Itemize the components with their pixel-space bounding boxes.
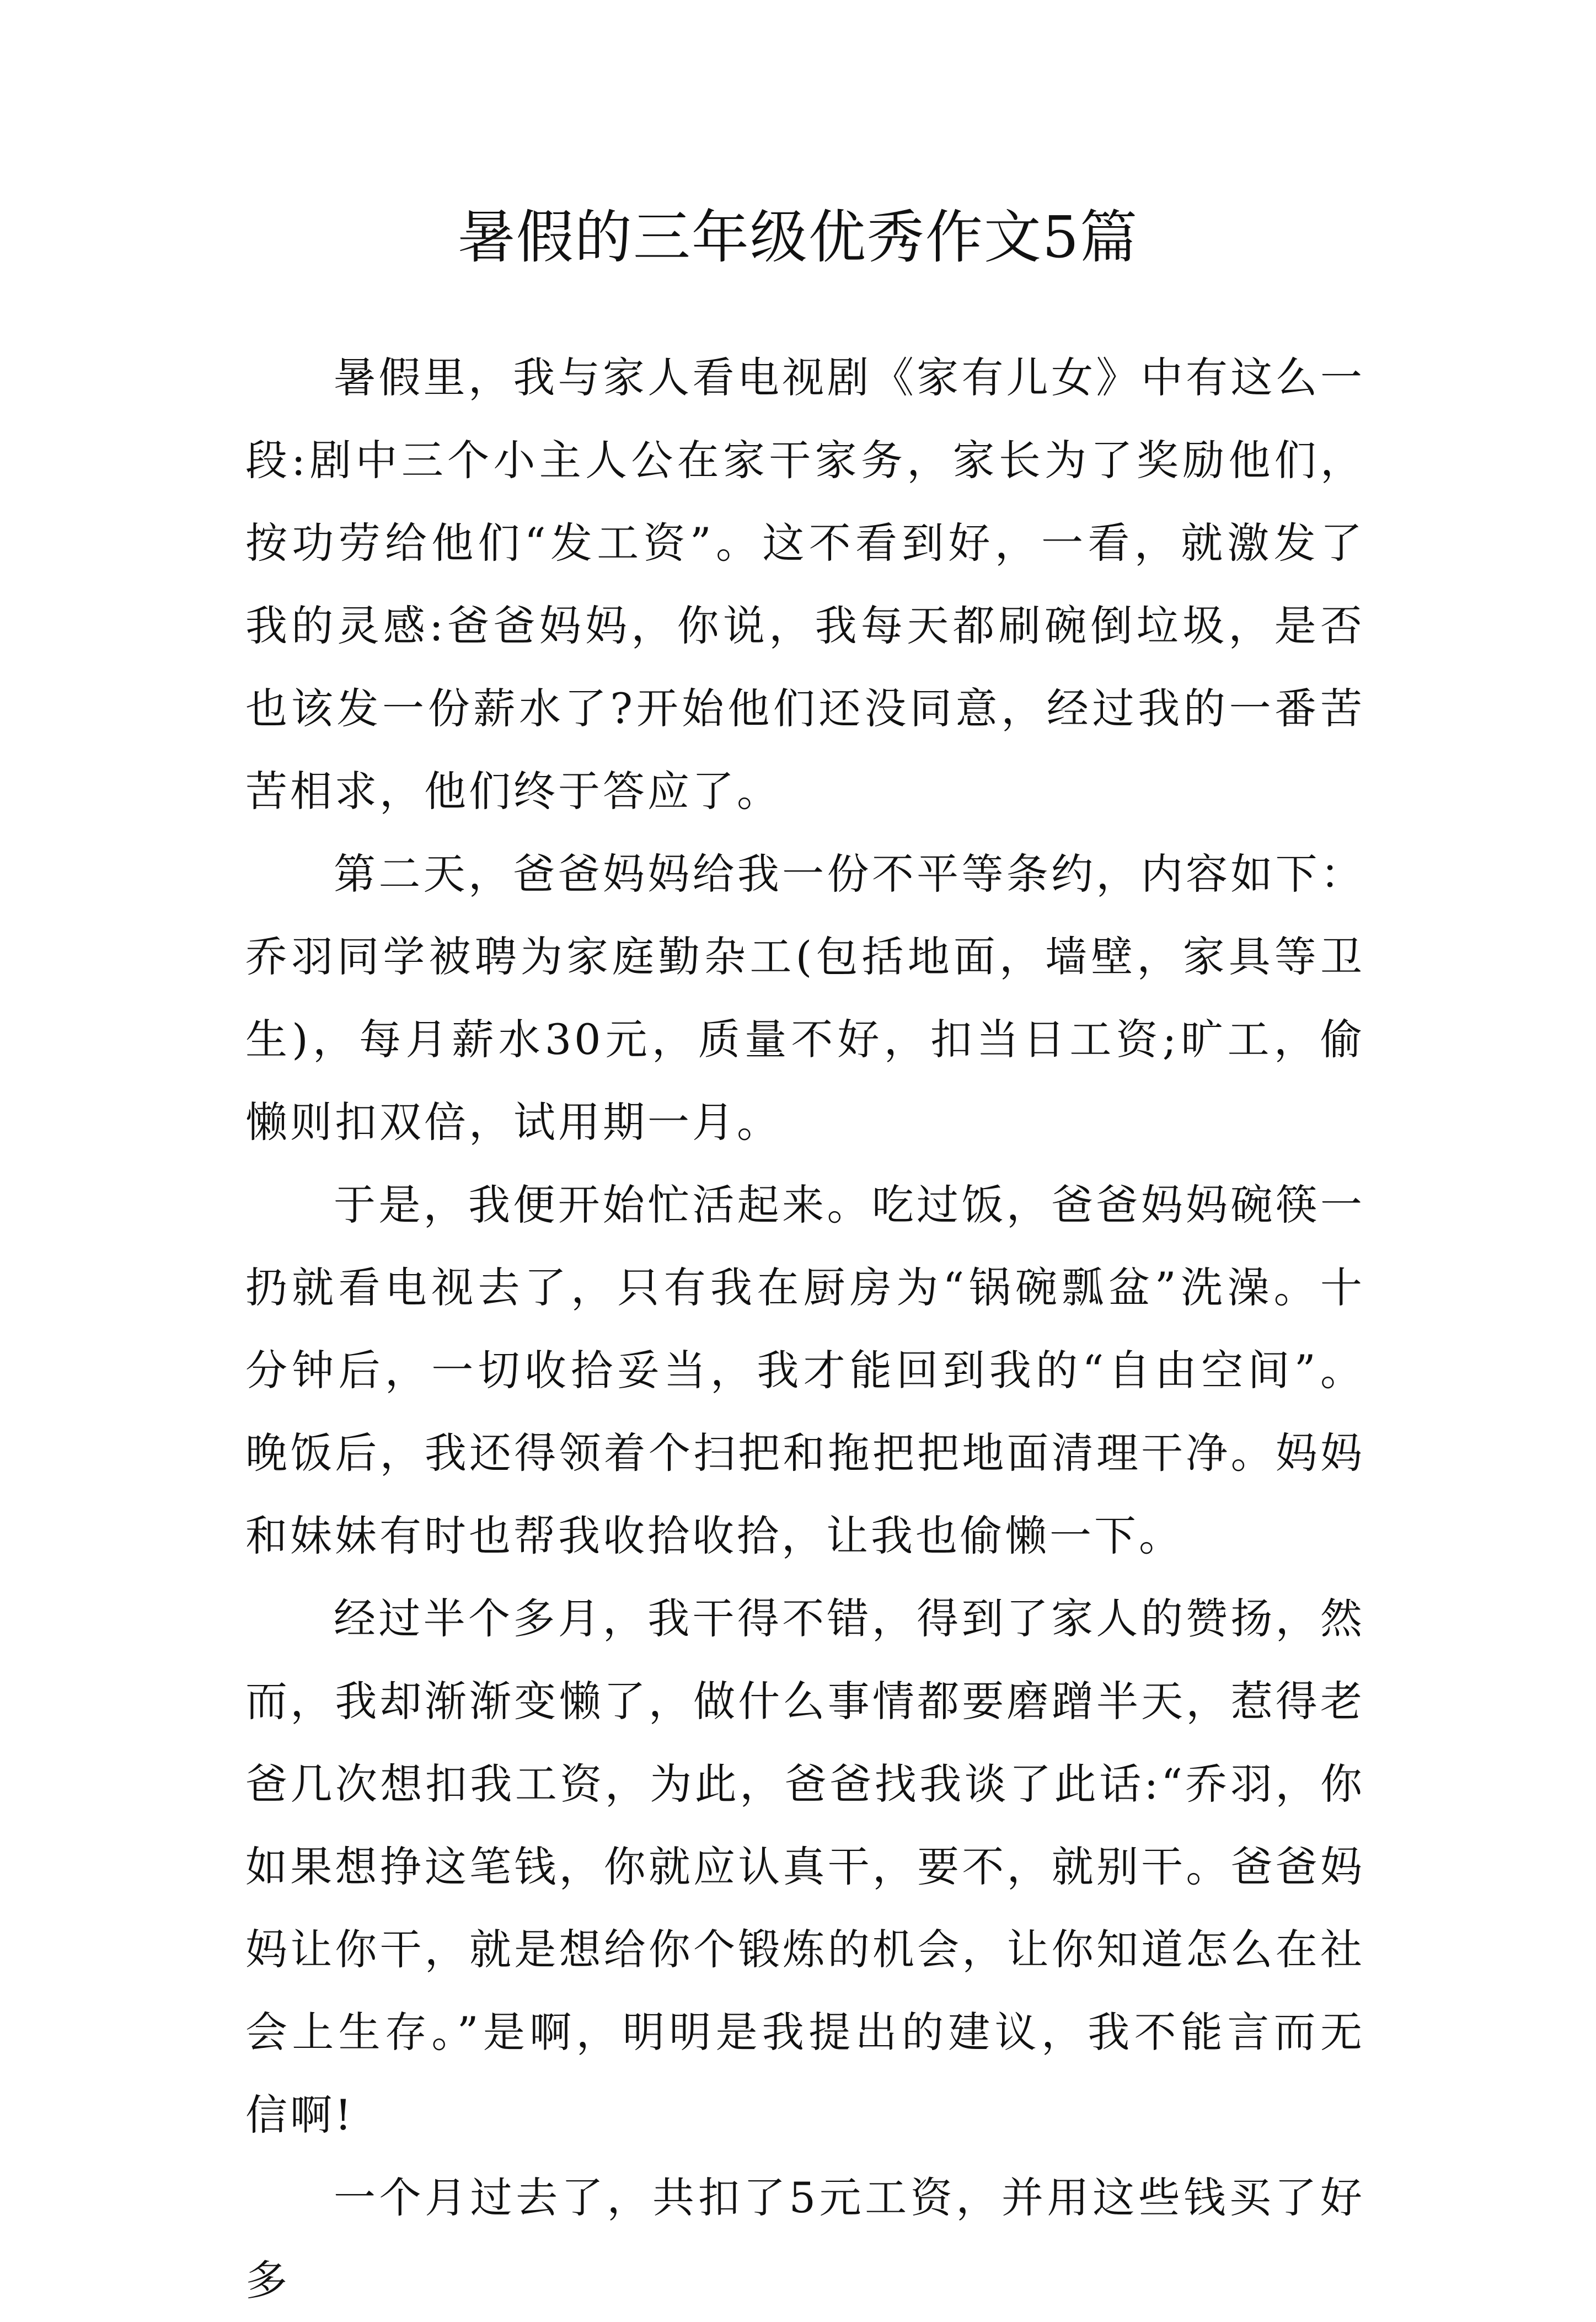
document-body bbox=[245, 336, 1365, 2322]
paragraph-5: 一个月过去了，共扣了5元工资，并用这些钱买了好多 bbox=[245, 2173, 1365, 2305]
document-title: 暑假的三年级优秀作文5篇 bbox=[457, 204, 1139, 271]
paragraph-4: 经过半个多月，我干得不错，得到了家人的赞扬，然而，我却渐渐变懒了，做什么事情都要磨蹭半天，惹得老爸几次想扣我工资，为此，爸爸找我谈了此话:“乔羽，你如果想挣这笔钱，你就应认真干，要不，就别干。爸爸妈妈让你干，就是想给你个锻炼的机会，让你知道怎么在社会上生存。”是啊，明明是我提出的建议，我不能言而无信啊! bbox=[245, 1594, 1365, 2139]
paragraph-1: 暑假里，我与家人看电视剧《家有儿女》中有这么一段:剧中三个小主人公在家干家务，家长为了奖励他们，按功劳给他们“发工资”。这不看到好，一看，就激发了我的灵感:爸爸妈妈，你说，我每天都刷碗倒垃圾，是否也该发一份薪水了?开始他们还没同意，经过我的一番苦苦相求，他们终于答应了。 bbox=[245, 353, 1365, 816]
paragraph-2: 第二天，爸爸妈妈给我一份不平等条约，内容如下：乔羽同学被聘为家庭勤杂工(包括地面，墙壁，家具等卫生)，每月薪水30元，质量不好，扣当日工资;旷工，偷懒则扣双倍，试用期一月。 bbox=[245, 849, 1365, 1147]
paragraph-3: 于是，我便开始忙活起来。吃过饭，爸爸妈妈碗筷一扔就看电视去了，只有我在厨房为“锅碗瓢盆”洗澡。十分钟后，一切收拾妥当，我才能回到我的“自由空间”。晚饭后，我还得领着个扫把和拖把把地面清理干净。妈妈和妹妹有时也帮我收拾收拾，让我也偷懒一下。 bbox=[245, 1180, 1365, 1560]
